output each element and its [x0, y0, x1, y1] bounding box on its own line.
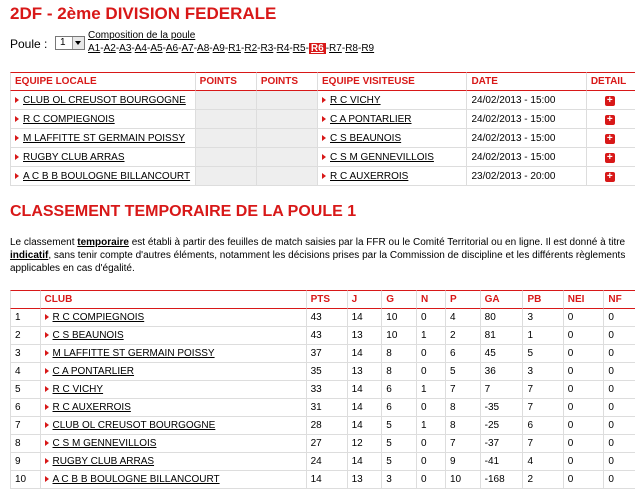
- club-link[interactable]: A C B B BOULOGNE BILLANCOURT: [52, 474, 220, 485]
- stat-cell: 14: [347, 309, 382, 327]
- poule-link-a2[interactable]: A2: [103, 43, 116, 54]
- stat-cell: 0: [416, 399, 445, 417]
- home-team-link[interactable]: CLUB OL CREUSOT BOURGOGNE: [23, 94, 186, 106]
- plus-icon[interactable]: +: [605, 96, 615, 106]
- poule-link-separator: -: [193, 43, 198, 54]
- stat-cell: 1: [416, 327, 445, 345]
- club-link[interactable]: R C AUXERROIS: [52, 402, 131, 413]
- club-link[interactable]: R C COMPIEGNOIS: [52, 312, 145, 323]
- bullet-arrow-icon: [322, 97, 326, 103]
- table-row: [10, 435, 635, 453]
- stat-cell: 10: [381, 327, 416, 345]
- stat-cell: 28: [306, 417, 347, 435]
- stat-cell: 0: [603, 453, 635, 471]
- stat-cell: 10: [10, 471, 40, 489]
- stat-cell: 43: [306, 327, 347, 345]
- bullet-arrow-icon: [45, 458, 49, 464]
- stat-cell: 6: [522, 417, 562, 435]
- match-row: [10, 148, 635, 167]
- away-team-link[interactable]: R C VICHY: [330, 94, 381, 106]
- stat-cell: 10: [445, 471, 480, 489]
- poule-link-separator: -: [341, 43, 346, 54]
- poule-link-r8[interactable]: R8: [345, 43, 358, 54]
- poule-link-separator: -: [178, 43, 182, 54]
- stat-cell: 14: [347, 381, 382, 399]
- away-points-cell: [256, 110, 317, 129]
- stat-cell: 5: [445, 363, 480, 381]
- poule-label: Poule :: [10, 37, 48, 51]
- matches-header-cell: POINTS: [195, 72, 256, 91]
- club-cell: [40, 435, 306, 453]
- away-points-cell: [256, 167, 317, 186]
- note-text-3: , sans tenir compte d'autres éléments, notamment les décisions prises par la Commission de discipline et les différents règlements applicables en cas d'égalité.: [10, 250, 626, 274]
- stat-cell: 5: [381, 435, 416, 453]
- home-team-cell: [10, 110, 195, 129]
- poule-link-separator: -: [357, 43, 362, 54]
- match-row: [10, 91, 635, 110]
- club-link[interactable]: CLUB OL CREUSOT BOURGOGNE: [52, 420, 216, 431]
- bullet-arrow-icon: [45, 368, 49, 374]
- stat-cell: 43: [306, 309, 347, 327]
- poule-link-a4[interactable]: A4: [134, 43, 147, 54]
- away-team-link[interactable]: C A PONTARLIER: [330, 113, 412, 125]
- stat-cell: 6: [445, 345, 480, 363]
- matches-header-cell: DATE: [466, 72, 585, 91]
- stat-cell: 4: [522, 453, 562, 471]
- bullet-arrow-icon: [45, 422, 49, 428]
- match-date-cell: 24/02/2013 - 15:00: [466, 148, 585, 167]
- poule-link-separator: -: [162, 43, 166, 54]
- stat-cell: -25: [480, 417, 523, 435]
- stat-cell: -168: [480, 471, 523, 489]
- away-team-cell: [317, 148, 466, 167]
- stat-cell: 0: [603, 309, 635, 327]
- stat-cell: 0: [563, 435, 604, 453]
- stat-cell: 7: [10, 417, 40, 435]
- classement-header-row: [10, 290, 635, 309]
- stat-cell: 2: [445, 327, 480, 345]
- club-link[interactable]: C S M GENNEVILLOIS: [52, 438, 157, 449]
- stat-cell: 7: [445, 435, 480, 453]
- bullet-arrow-icon: [322, 154, 326, 160]
- poule-link-separator: -: [100, 43, 104, 54]
- stat-cell: 2: [10, 327, 40, 345]
- stat-cell: 6: [10, 399, 40, 417]
- away-team-link[interactable]: C S BEAUNOIS: [330, 132, 402, 144]
- table-row: [10, 399, 635, 417]
- stat-cell: 7: [522, 435, 562, 453]
- stat-cell: 31: [306, 399, 347, 417]
- stat-cell: 1: [522, 327, 562, 345]
- table-row: [10, 381, 635, 399]
- poule-link-a5[interactable]: A5: [150, 43, 163, 54]
- poule-link-separator: -: [289, 43, 293, 54]
- stat-cell: 10: [381, 309, 416, 327]
- stat-cell: 0: [603, 363, 635, 381]
- poule-link-separator: -: [209, 43, 213, 54]
- match-detail-cell: [586, 167, 635, 186]
- stat-cell: 4: [445, 309, 480, 327]
- classement-header-cell: J: [347, 290, 382, 309]
- matches-header-row: [10, 72, 635, 91]
- away-team-cell: [317, 167, 466, 186]
- stat-cell: 14: [347, 453, 382, 471]
- stat-cell: 7: [522, 399, 562, 417]
- club-cell: [40, 381, 306, 399]
- classement-header-cell: [10, 290, 40, 309]
- note-text-2: est établi à partir des feuilles de match saisies par la FFR ou le Comité Territorial ou en ligne. Il est donné à titre: [128, 237, 626, 248]
- stat-cell: 0: [563, 399, 604, 417]
- club-cell: [40, 327, 306, 345]
- away-team-link[interactable]: R C AUXERROIS: [330, 170, 409, 182]
- stat-cell: 0: [603, 381, 635, 399]
- club-link[interactable]: RUGBY CLUB ARRAS: [52, 456, 155, 467]
- match-detail-cell: [586, 91, 635, 110]
- home-points-cell: [195, 110, 256, 129]
- bullet-arrow-icon: [15, 135, 19, 141]
- match-detail-cell: [586, 148, 635, 167]
- stat-cell: 0: [416, 435, 445, 453]
- match-detail-cell: [586, 110, 635, 129]
- home-team-link[interactable]: RUGBY CLUB ARRAS: [23, 151, 125, 163]
- away-points-cell: [256, 129, 317, 148]
- stat-cell: 14: [347, 345, 382, 363]
- matches-header-cell: EQUIPE VISITEUSE: [317, 72, 466, 91]
- stat-cell: 2: [522, 471, 562, 489]
- table-row: [10, 327, 635, 345]
- classement-header-cell: G: [381, 290, 416, 309]
- page-title: 2DF - 2ème DIVISION FEDERALE: [10, 4, 277, 23]
- stat-cell: 0: [563, 381, 604, 399]
- stat-cell: 0: [563, 345, 604, 363]
- stat-cell: 0: [563, 327, 604, 345]
- home-points-cell: [195, 148, 256, 167]
- classement-header-cell: PTS: [306, 290, 347, 309]
- stat-cell: -37: [480, 435, 523, 453]
- away-points-cell: [256, 91, 317, 110]
- away-team-cell: [317, 129, 466, 148]
- note-keyword-temporaire: temporaire: [77, 237, 129, 248]
- stat-cell: 0: [603, 417, 635, 435]
- poule-link-separator: -: [131, 43, 135, 54]
- stat-cell: -35: [480, 399, 523, 417]
- home-team-link[interactable]: M LAFFITTE ST GERMAIN POISSY: [23, 132, 186, 144]
- stat-cell: 8: [381, 345, 416, 363]
- club-link[interactable]: R C VICHY: [52, 384, 104, 395]
- poule-dropdown[interactable]: [55, 36, 85, 50]
- poule-selector-row: [10, 30, 635, 56]
- stat-cell: 80: [480, 309, 523, 327]
- stat-cell: 13: [347, 471, 382, 489]
- poule-link-a9[interactable]: A9: [212, 43, 225, 54]
- stat-cell: 0: [603, 399, 635, 417]
- stat-cell: 5: [10, 381, 40, 399]
- match-date-cell: 24/02/2013 - 15:00: [466, 129, 585, 148]
- table-row: [10, 309, 635, 327]
- bullet-arrow-icon: [45, 404, 49, 410]
- stat-cell: 12: [347, 435, 382, 453]
- stat-cell: 8: [445, 417, 480, 435]
- stat-cell: 0: [416, 453, 445, 471]
- match-detail-cell: [586, 129, 635, 148]
- away-points-cell: [256, 148, 317, 167]
- composition-link[interactable]: Composition de la poule: [88, 30, 196, 41]
- poule-link-r3[interactable]: R3: [260, 43, 274, 54]
- club-link[interactable]: C A PONTARLIER: [52, 366, 135, 377]
- poule-link-separator: -: [305, 43, 309, 54]
- stat-cell: 45: [480, 345, 523, 363]
- table-row: [10, 453, 635, 471]
- stat-cell: 14: [347, 417, 382, 435]
- stat-cell: 13: [347, 363, 382, 381]
- classement-header-cell: GA: [480, 290, 523, 309]
- stat-cell: 35: [306, 363, 347, 381]
- club-link[interactable]: C S BEAUNOIS: [52, 330, 124, 341]
- stat-cell: 5: [381, 453, 416, 471]
- club-cell: [40, 399, 306, 417]
- bullet-arrow-icon: [322, 173, 326, 179]
- stat-cell: 7: [445, 381, 480, 399]
- table-row: [10, 471, 635, 489]
- poule-link-r2[interactable]: R2: [244, 43, 258, 54]
- note-keyword-indicatif: indicatif: [10, 250, 49, 261]
- stat-cell: 1: [416, 381, 445, 399]
- stat-cell: 0: [603, 327, 635, 345]
- chevron-down-icon[interactable]: [72, 37, 84, 49]
- home-team-link[interactable]: R C COMPIEGNOIS: [23, 113, 115, 125]
- poule-link-r4[interactable]: R4: [276, 43, 290, 54]
- note-text-1: Le classement: [10, 237, 78, 248]
- poule-link-a3[interactable]: A3: [119, 43, 132, 54]
- stat-cell: 7: [522, 381, 562, 399]
- poule-link-a8[interactable]: A8: [197, 43, 210, 54]
- poule-link-a7[interactable]: A7: [181, 43, 194, 54]
- classement-note: [10, 236, 635, 275]
- classement-table: [10, 290, 635, 489]
- bullet-arrow-icon: [15, 154, 19, 160]
- stat-cell: 37: [306, 345, 347, 363]
- bullet-arrow-icon: [322, 135, 326, 141]
- home-team-cell: [10, 167, 195, 186]
- home-team-cell: [10, 91, 195, 110]
- stat-cell: 4: [10, 363, 40, 381]
- match-row: [10, 167, 635, 186]
- match-date-cell: 24/02/2013 - 15:00: [466, 91, 585, 110]
- bullet-arrow-icon: [45, 332, 49, 338]
- away-team-cell: [317, 91, 466, 110]
- poule-link-r6[interactable]: R6: [310, 43, 324, 54]
- stat-cell: 36: [480, 363, 523, 381]
- stat-cell: 0: [416, 309, 445, 327]
- stat-cell: 13: [347, 327, 382, 345]
- poule-link-a6[interactable]: A6: [165, 43, 179, 54]
- match-date-cell: 23/02/2013 - 20:00: [466, 167, 585, 186]
- match-row: [10, 129, 635, 148]
- club-cell: [40, 345, 306, 363]
- stat-cell: 9: [10, 453, 40, 471]
- stat-cell: 3: [522, 309, 562, 327]
- matches-header-cell: DETAIL: [586, 72, 635, 91]
- club-cell: [40, 309, 306, 327]
- stat-cell: 8: [381, 363, 416, 381]
- poule-link-separator: -: [241, 43, 245, 54]
- stat-cell: 1: [416, 417, 445, 435]
- poule-link-r7[interactable]: R7: [329, 43, 342, 54]
- stat-cell: 0: [603, 471, 635, 489]
- plus-icon[interactable]: +: [605, 115, 615, 125]
- stat-cell: 5: [381, 417, 416, 435]
- bullet-arrow-icon: [45, 476, 49, 482]
- matches-header-cell: EQUIPE LOCALE: [10, 72, 195, 91]
- table-row: [10, 417, 635, 435]
- home-points-cell: [195, 167, 256, 186]
- home-points-cell: [195, 91, 256, 110]
- stat-cell: 0: [563, 471, 604, 489]
- club-cell: [40, 417, 306, 435]
- poule-link-separator: -: [257, 43, 261, 54]
- classement-header-cell: NEI: [563, 290, 604, 309]
- club-link[interactable]: M LAFFITTE ST GERMAIN POISSY: [52, 348, 215, 359]
- stat-cell: 0: [416, 471, 445, 489]
- poule-links: [88, 43, 374, 54]
- stat-cell: 3: [10, 345, 40, 363]
- club-cell: [40, 453, 306, 471]
- stat-cell: 0: [603, 435, 635, 453]
- match-row: [10, 110, 635, 129]
- table-row: [10, 363, 635, 381]
- home-team-cell: [10, 129, 195, 148]
- stat-cell: 7: [480, 381, 523, 399]
- home-team-cell: [10, 148, 195, 167]
- club-cell: [40, 471, 306, 489]
- poule-link-separator: -: [146, 43, 151, 54]
- classement-header-cell: N: [416, 290, 445, 309]
- classement-header-cell: P: [445, 290, 480, 309]
- stat-cell: 1: [10, 309, 40, 327]
- stat-cell: 0: [416, 345, 445, 363]
- stat-cell: 14: [306, 471, 347, 489]
- stat-cell: 6: [381, 381, 416, 399]
- stat-cell: 33: [306, 381, 347, 399]
- poule-dropdown-value: 1: [60, 37, 66, 48]
- stat-cell: 81: [480, 327, 523, 345]
- stat-cell: 9: [445, 453, 480, 471]
- home-team-link[interactable]: A C B B BOULOGNE BILLANCOURT: [23, 170, 191, 182]
- bullet-arrow-icon: [45, 440, 49, 446]
- stat-cell: -41: [480, 453, 523, 471]
- bullet-arrow-icon: [45, 314, 49, 320]
- match-date-cell: 24/02/2013 - 15:00: [466, 110, 585, 129]
- bullet-arrow-icon: [15, 116, 19, 122]
- stat-cell: 27: [306, 435, 347, 453]
- poule-link-a1[interactable]: A1: [88, 43, 101, 54]
- stat-cell: 8: [10, 435, 40, 453]
- club-cell: [40, 363, 306, 381]
- poule-link-separator: -: [325, 43, 330, 54]
- stat-cell: 6: [381, 399, 416, 417]
- plus-icon[interactable]: +: [605, 172, 615, 182]
- bullet-arrow-icon: [15, 97, 19, 103]
- bullet-arrow-icon: [45, 350, 49, 356]
- poule-link-separator: -: [224, 43, 229, 54]
- matches-header-cell: POINTS: [256, 72, 317, 91]
- stat-cell: 0: [603, 345, 635, 363]
- classement-title: CLASSEMENT TEMPORAIRE DE LA POULE 1: [10, 203, 357, 220]
- stat-cell: 3: [522, 363, 562, 381]
- stat-cell: 0: [416, 363, 445, 381]
- poule-link-separator: -: [115, 43, 120, 54]
- stat-cell: 24: [306, 453, 347, 471]
- stat-cell: 0: [563, 417, 604, 435]
- stat-cell: 3: [381, 471, 416, 489]
- plus-icon[interactable]: +: [605, 134, 615, 144]
- poule-link-r5[interactable]: R5: [292, 43, 306, 54]
- poule-link-separator: -: [273, 43, 277, 54]
- stat-cell: 8: [445, 399, 480, 417]
- bullet-arrow-icon: [322, 116, 326, 122]
- home-points-cell: [195, 129, 256, 148]
- matches-table: [10, 72, 635, 186]
- away-team-link[interactable]: C S M GENNEVILLOIS: [330, 151, 434, 163]
- classement-header-cell: PB: [522, 290, 562, 309]
- classement-header-cell: CLUB: [40, 290, 306, 309]
- bullet-arrow-icon: [15, 173, 19, 179]
- stat-cell: 14: [347, 399, 382, 417]
- poule-link-r9[interactable]: R9: [361, 43, 375, 54]
- classement-header-cell: NF: [603, 290, 635, 309]
- bullet-arrow-icon: [45, 386, 49, 392]
- away-team-cell: [317, 110, 466, 129]
- table-row: [10, 345, 635, 363]
- poule-link-r1[interactable]: R1: [228, 43, 241, 54]
- stat-cell: 0: [563, 453, 604, 471]
- stat-cell: 0: [563, 309, 604, 327]
- stat-cell: 0: [563, 363, 604, 381]
- stat-cell: 5: [522, 345, 562, 363]
- plus-icon[interactable]: +: [605, 153, 615, 163]
